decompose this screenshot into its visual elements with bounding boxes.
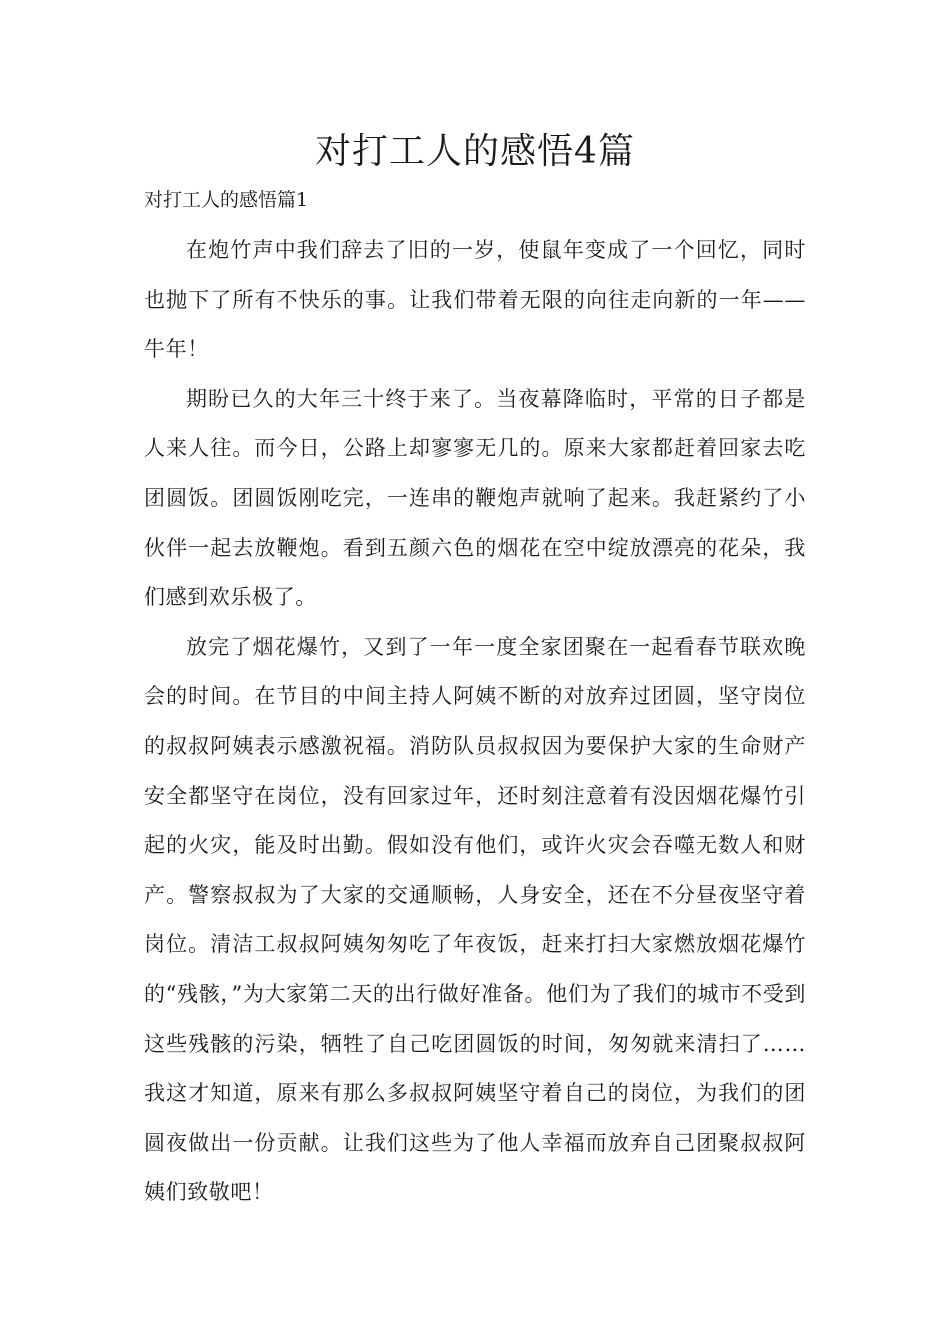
paragraph-1: 在炮竹声中我们辞去了旧的一岁，使鼠年变成了一个回忆，同时也抛下了所有不快乐的事。让我们带着无限的向往走向新的一年——牛年！ — [144, 238, 806, 362]
section-heading: 对打工人的感悟篇1 — [144, 189, 309, 211]
paragraph-2: 期盼已久的大年三十终于来了。当夜幕降临时，平常的日子都是人来人往。而今日，公路上却寥寥无几的。原来大家都赶着回家去吃团圆饭。团圆饭刚吃完，一连串的鞭炮声就响了起来。我赶紧约了小伙伴一起去放鞭炮。看到五颜六色的烟花在空中绽放漂亮的花朵，我们感到欢乐极了。 — [144, 386, 806, 610]
document-title: 对打工人的感悟4篇 — [315, 131, 635, 172]
paragraph-3: 放完了烟花爆竹，又到了一年一度全家团聚在一起看春节联欢晚会的时间。在节目的中间主持人阿姨不断的对放弃过团圆，坚守岗位的叔叔阿姨表示感激祝福。消防队员叔叔因为要保护大家的生命财产安全都坚守在岗位，没有回家过年，还时刻注意着有没因烟花爆竹引起的火灾，能及时出勤。假如没有他们，或许火灾会吞噬无数人和财产。警察叔叔为了大家的交通顺畅，人身安全，还在不分昼夜坚守着岗位。清洁工叔叔阿姨匆匆吃了年夜饭，赶来打扫大家燃放烟花爆竹的“残骸，”为大家第二天的出行做好准备。他们为了我们的城市不受到这些残骸的污染，牺牲了自己吃团圆饭的时间，匆匆就来清扫了……我这才知道，原来有那么多叔叔阿姨坚守着自己的岗位，为我们的团圆夜做出一份贡献。让我们这些为了他人幸福而放弃自己团聚叔叔阿姨们致敬吧！ — [144, 634, 806, 1205]
document-body — [144, 226, 806, 1218]
